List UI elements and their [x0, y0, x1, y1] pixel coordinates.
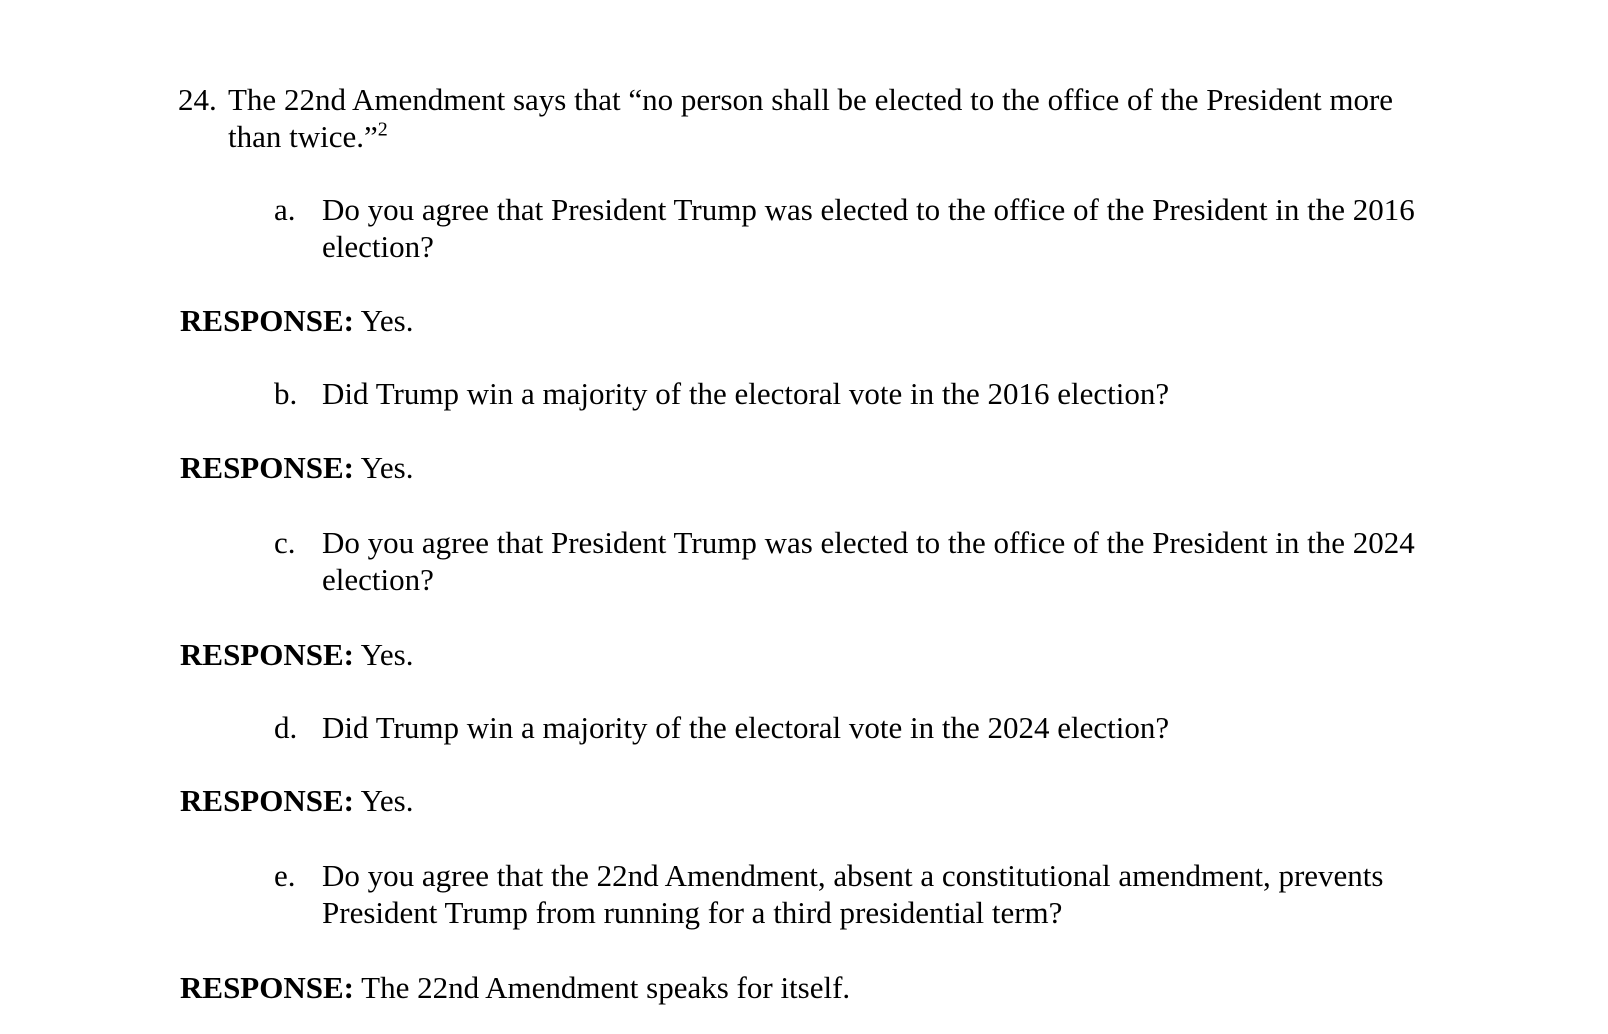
sub-question-b	[274, 375, 1434, 412]
sub-question-c	[274, 524, 1434, 598]
response-e	[180, 969, 1480, 1006]
footnote-marker[interactable]: 2	[377, 118, 388, 141]
response-text: Yes.	[353, 637, 414, 672]
response-text: Yes.	[353, 783, 414, 818]
response-label: RESPONSE:	[180, 970, 354, 1005]
response-text: The 22nd Amendment speaks for itself.	[353, 970, 851, 1005]
response-a	[180, 302, 1480, 339]
response-text: Yes.	[353, 303, 414, 338]
sub-question-text: Did Trump win a majority of the electoral vote in the 2024 election?	[322, 710, 1170, 745]
response-text: Yes.	[353, 450, 414, 485]
question-number: 24.	[178, 82, 217, 117]
sub-question-e	[274, 857, 1494, 931]
response-label: RESPONSE:	[180, 303, 354, 338]
response-label: RESPONSE:	[180, 783, 354, 818]
sub-question-text: Do you agree that the 22nd Amendment, absent a constitutional amendment, prevents President Trump from running for a third presidential term?	[322, 858, 1384, 930]
response-d	[180, 782, 1480, 819]
sub-question-letter: e.	[274, 858, 296, 893]
response-b	[180, 449, 1480, 486]
sub-question-letter: c.	[274, 525, 296, 560]
response-label: RESPONSE:	[180, 637, 354, 672]
sub-question-letter: b.	[274, 376, 298, 411]
question-24	[178, 81, 1438, 155]
sub-question-d	[274, 709, 1434, 746]
sub-question-text: Did Trump win a majority of the electoral vote in the 2016 election?	[322, 376, 1170, 411]
sub-question-a	[274, 191, 1434, 265]
sub-question-text: Do you agree that President Trump was elected to the office of the President in the 2016 election?	[322, 192, 1415, 264]
sub-question-text: Do you agree that President Trump was elected to the office of the President in the 2024 election?	[322, 525, 1415, 597]
question-body: The 22nd Amendment says that “no person shall be elected to the office of the President more than twice.”	[228, 82, 1394, 154]
sub-question-letter: d.	[274, 710, 298, 745]
sub-question-letter: a.	[274, 192, 296, 227]
response-label: RESPONSE:	[180, 450, 354, 485]
response-c	[180, 636, 1480, 673]
question-text	[178, 81, 1438, 155]
